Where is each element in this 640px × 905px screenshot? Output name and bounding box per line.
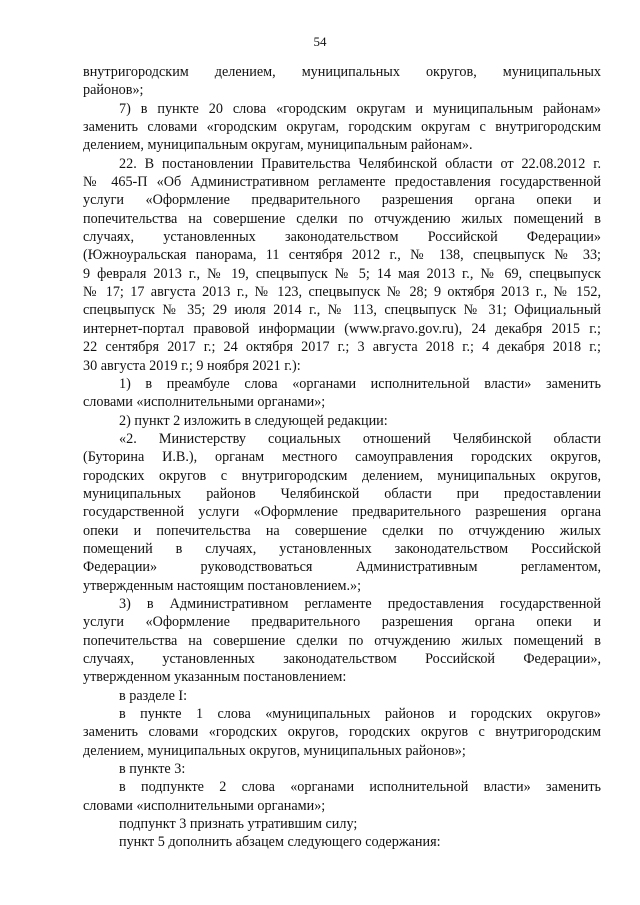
text-line: спецвыпуск № 35; 29 июля 2014 г., № 113, спецвыпуск № 31; Официальный <box>83 302 601 319</box>
text-line: (Южноуральская панорама, 11 сентября 2012 г., № 138, спецвыпуск № 33; <box>83 247 601 264</box>
text-line: опеки и попечительства на совершение сделки по отчуждению жилых <box>83 522 601 539</box>
text-line: 9 февраля 2013 г., № 19, спецвыпуск № 5; 14 мая 2013 г., № 69, спецвыпуск <box>83 265 601 282</box>
text-line: 30 августа 2019 г.; 9 ноября 2021 г.): <box>83 357 301 374</box>
text-line: случаях, установленных законодательством Российской Федерации» <box>83 229 601 246</box>
text-line: государственной услуги «Оформление предварительного разрешения органа <box>83 504 601 521</box>
text-line: заменить словами «городским округам, городским округам с внутригородским <box>83 119 601 136</box>
text-line: попечительства на совершение сделки по отчуждению жилых помещений в <box>83 632 601 649</box>
text-line: услуги «Оформление предварительного разрешения органа опеки и <box>83 614 601 631</box>
document-body <box>83 63 601 852</box>
text-line: утвержденном указанным постановлением: <box>83 669 347 686</box>
text-line: 1) в преамбуле слова «органами исполнительной власти» заменить <box>119 375 601 392</box>
text-line: делением, муниципальным округам, муниципальным районам». <box>83 137 473 154</box>
text-line: в разделе I: <box>119 687 188 704</box>
text-line: городских округов с внутригородским делением, муниципальных округов, <box>83 467 601 484</box>
text-line: интернет-портал правовой информации (www.pravo.gov.ru), 24 декабря 2015 г.; <box>83 320 601 337</box>
text-line: 2) пункт 2 изложить в следующей редакции: <box>119 412 388 429</box>
text-line: случаях, установленных законодательством Российской Федерации», <box>83 651 601 667</box>
text-line: № 465-П «Об Административном регламенте предоставления государственной <box>83 174 601 191</box>
page-number: 54 <box>313 34 327 49</box>
text-line: Федерации» руководствоваться Административным регламентом, <box>83 559 601 576</box>
text-line: 22 сентября 2017 г.; 24 октября 2017 г.; 3 августа 2018 г.; 4 декабря 2018 г.; <box>83 339 601 356</box>
text-line: заменить словами «городских округов, городских округов с внутригородским <box>83 724 601 741</box>
text-line: помещений в случаях, установленных законодательством Российской <box>83 540 601 557</box>
text-line: делением, муниципальных округов, муниципальных районов»; <box>83 742 466 759</box>
text-line: «2. Министерству социальных отношений Челябинской области <box>119 430 601 447</box>
text-line: услуги «Оформление предварительного разрешения органа опеки и <box>83 192 601 209</box>
text-line: словами «исполнительными органами»; <box>83 394 326 411</box>
text-line: попечительства на совершение сделки по отчуждению жилых помещений в <box>83 210 601 227</box>
text-line: словами «исполнительными органами»; <box>83 797 326 814</box>
text-line: внутригородским делением, муниципальных округов, муниципальных <box>83 64 601 80</box>
text-line: 3) в Административном регламенте предоставления государственной <box>119 595 601 612</box>
text-line: в пункте 3: <box>119 761 186 778</box>
text-line: 7) в пункте 20 слова «городским округам и муниципальным районам» <box>119 100 601 117</box>
text-line: утвержденным настоящим постановлением.»; <box>83 577 362 594</box>
text-line: № 17; 17 августа 2013 г., № 123, спецвыпуск № 28; 9 октября 2013 г., № 152, <box>83 284 601 301</box>
text-line: 22. В постановлении Правительства Челябинской области от 22.08.2012 г. <box>119 155 601 172</box>
text-line: районов»; <box>83 82 144 99</box>
text-line: подпункт 3 признать утратившим силу; <box>119 816 358 833</box>
text-line: в пункте 1 слова «муниципальных районов и городских округов» <box>119 706 601 723</box>
text-line: муниципальных районов Челябинской области при предоставлении <box>83 485 601 502</box>
text-line: (Буторина И.В.), органам местного самоуправления городских округов, <box>83 449 601 466</box>
text-line: пункт 5 дополнить абзацем следующего содержания: <box>119 834 441 851</box>
text-line: в подпункте 2 слова «органами исполнительной власти» заменить <box>119 779 601 796</box>
